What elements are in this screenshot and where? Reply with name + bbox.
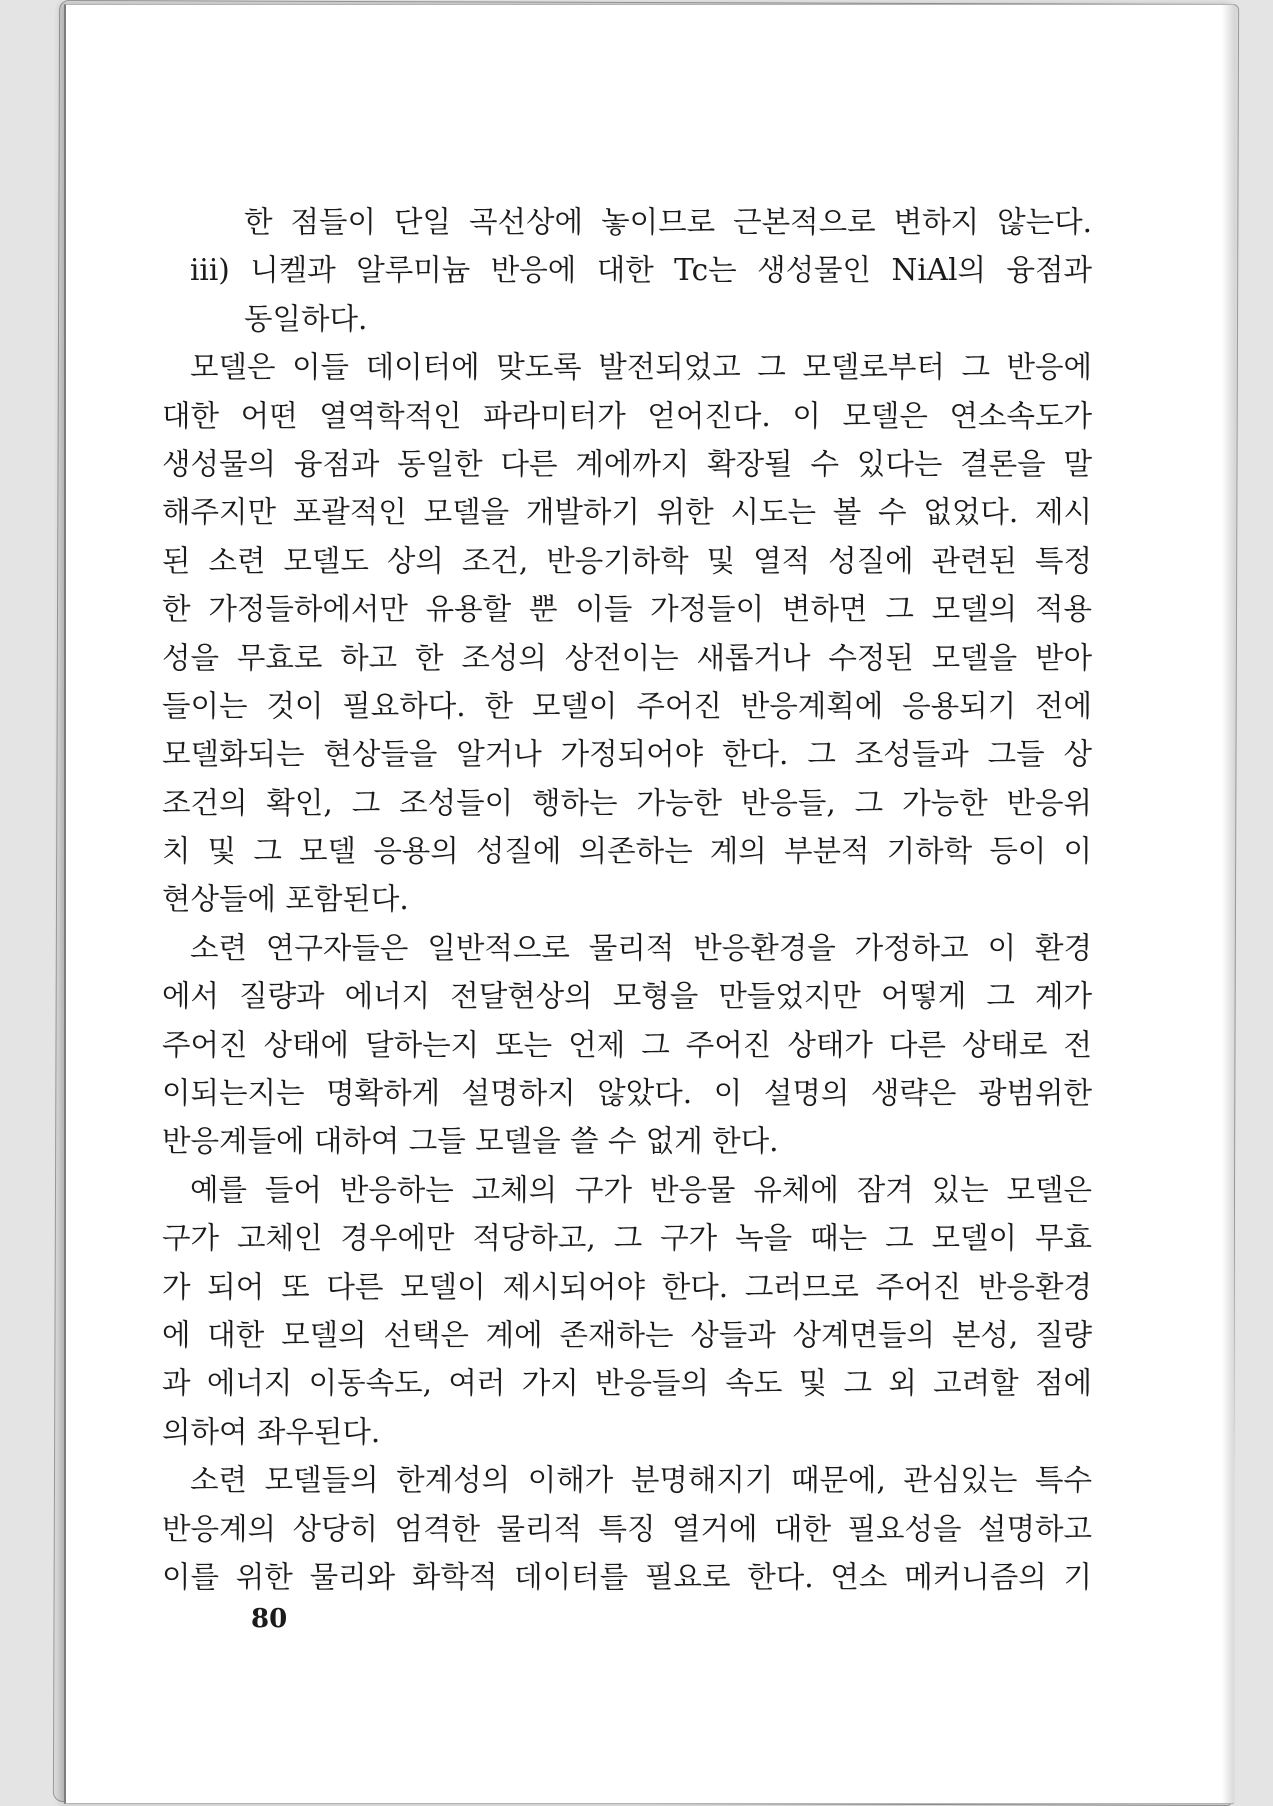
text-line: 성을 무효로 하고 한 조성의 상전이는 새롭거나 수정된 모델을 받아 bbox=[162, 640, 1092, 675]
paragraph-start: 소련 연구자들은 일반적으로 물리적 반응환경을 가정하고 이 환경 bbox=[190, 930, 1092, 965]
text-line: 주어진 상태에 달하는지 또는 언제 그 주어진 상태가 다른 상태로 전 bbox=[162, 1027, 1092, 1062]
text-line: 과 에너지 이동속도, 여러 가지 반응들의 속도 및 그 외 고려할 점에 bbox=[162, 1366, 1092, 1401]
paragraph-start: 예를 들어 반응하는 고체의 구가 반응물 유체에 잠겨 있는 모델은 bbox=[190, 1172, 1092, 1207]
text-line: 가 되어 또 다른 모델이 제시되어야 한다. 그러므로 주어진 반응환경 bbox=[162, 1269, 1092, 1304]
text-line: 구가 고체인 경우에만 적당하고, 그 구가 녹을 때는 그 모델이 무효 bbox=[162, 1221, 1092, 1256]
text-line: 한 가정들하에서만 유용할 뿐 이들 가정들이 변하면 그 모델의 적용 bbox=[162, 592, 1092, 627]
text-line: 치 및 그 모델 응용의 성질에 의존하는 계의 부분적 기하학 등이 이 bbox=[162, 834, 1092, 869]
text-line: 조건의 확인, 그 조성들이 행하는 가능한 반응들, 그 가능한 반응위 bbox=[162, 785, 1092, 820]
text-line: 해주지만 포괄적인 모델을 개발하기 위한 시도는 볼 수 없었다. 제시 bbox=[162, 495, 1092, 530]
text-line: 에 대한 모델의 선택은 계에 존재하는 상들과 상계면들의 본성, 질량 bbox=[162, 1317, 1092, 1352]
text-line: 된 소련 모델도 상의 조건, 반응기하학 및 열적 성질에 관련된 특정 bbox=[162, 543, 1092, 578]
text-line: 이를 위한 물리와 화학적 데이터를 필요로 한다. 연소 메커니즘의 기 bbox=[162, 1559, 1092, 1594]
text-line: 한 점들이 단일 곡선상에 놓이므로 근본적으로 변하지 않는다. bbox=[244, 205, 1092, 239]
text-line: 에서 질량과 에너지 전달현상의 모형을 만들었지만 어떻게 그 계가 bbox=[162, 979, 1092, 1014]
text-line: 반응계의 상당히 엄격한 물리적 특징 열거에 대한 필요성을 설명하고 bbox=[162, 1511, 1092, 1546]
text-line: 의하여 좌우된다. bbox=[162, 1414, 381, 1449]
body-text bbox=[162, 198, 1092, 1601]
text-line: 생성물의 융점과 동일한 다른 계에까지 확장될 수 있다는 결론을 말 bbox=[162, 446, 1092, 481]
text-line: 이되는지는 명확하게 설명하지 않았다. 이 설명의 생략은 광범위한 bbox=[162, 1076, 1092, 1111]
paragraph-start: 소련 모델들의 한계성의 이해가 분명해지기 때문에, 관심있는 특수 bbox=[190, 1463, 1092, 1498]
text-line: 동일하다. bbox=[244, 301, 368, 336]
text-line: 대한 어떤 열역학적인 파라미터가 얻어진다. 이 모델은 연소속도가 bbox=[162, 398, 1092, 433]
page-edge-shadow bbox=[1222, 5, 1234, 1803]
text-line: 들이는 것이 필요하다. 한 모델이 주어진 반응계획에 응용되기 전에 bbox=[162, 688, 1092, 723]
text-line-item-iii: iii) 니켈과 알루미늄 반응에 대한 Tc는 생성물인 NiAl의 융점과 bbox=[190, 253, 1092, 288]
text-line: 반응계들에 대하여 그들 모델을 쓸 수 없게 한다. bbox=[162, 1124, 779, 1159]
text-line: 현상들에 포함된다. bbox=[162, 882, 409, 917]
paragraph-start: 모델은 이들 데이터에 맞도록 발전되었고 그 모델로부터 그 반응에 bbox=[190, 350, 1092, 385]
page-number: 80 bbox=[251, 1604, 288, 1634]
text-line: 모델화되는 현상들을 알거나 가정되어야 한다. 그 조성들과 그들 상 bbox=[162, 737, 1092, 772]
